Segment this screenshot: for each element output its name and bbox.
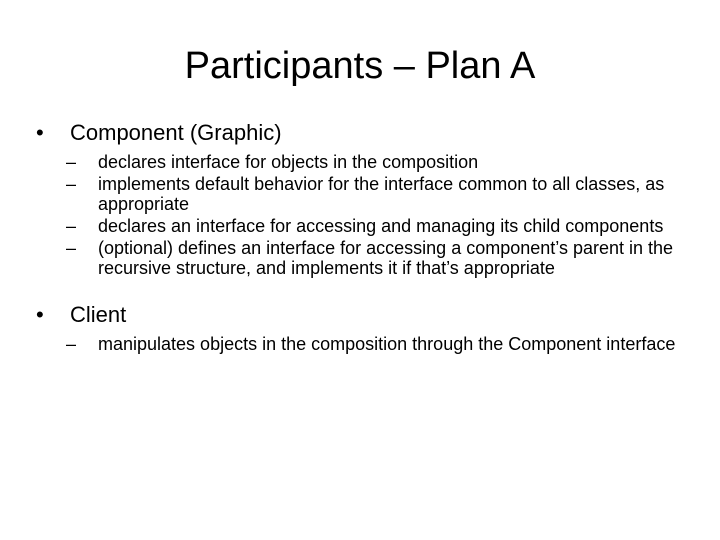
dash-icon: – — [66, 174, 77, 194]
dash-icon: – — [66, 216, 77, 236]
component-subitems — [36, 152, 696, 278]
dash-icon: – — [66, 238, 77, 258]
subitem — [66, 334, 696, 354]
subitem — [66, 174, 696, 214]
subitem-text: implements default behavior for the interface common to all classes, as appropriate — [98, 174, 665, 214]
bullet-icon: • — [36, 120, 44, 145]
dash-icon: – — [66, 152, 77, 172]
slide-title: Participants – Plan A — [184, 45, 536, 87]
subitem-text: (optional) defines an interface for accessing a component’s parent in the recursive structure, and implements it if that’s appropriate — [98, 238, 674, 278]
bullet-icon: • — [36, 302, 44, 327]
subitem — [66, 238, 696, 278]
subitem-text: declares interface for objects in the composition — [98, 152, 479, 172]
bullet-client — [36, 300, 696, 330]
subitem — [66, 152, 696, 172]
slide-body — [36, 118, 696, 356]
bullet-label: Client — [70, 302, 127, 327]
subitem-text: declares an interface for accessing and managing its child components — [98, 216, 664, 236]
subitem — [66, 216, 696, 236]
subitem-text: manipulates objects in the composition through the Component interface — [98, 334, 676, 354]
dash-icon: – — [66, 334, 77, 354]
bullet-component — [36, 118, 696, 148]
client-subitems — [36, 334, 696, 354]
bullet-label: Component (Graphic) — [70, 120, 282, 145]
